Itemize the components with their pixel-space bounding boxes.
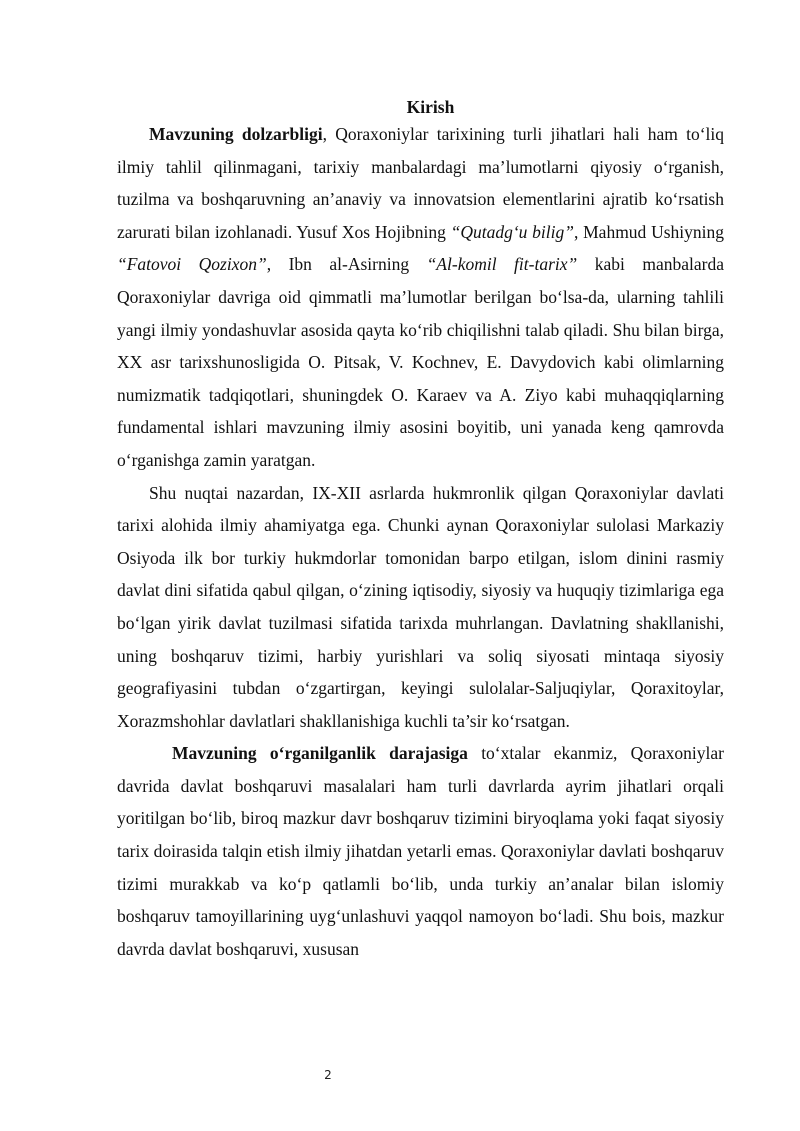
relevance-heading: Mavzuning dolzarbligi (149, 124, 323, 144)
source-title-al-komil: “Al-komil fit-tarix” (426, 254, 578, 275)
study-level-heading: Mavzuning o‘rganilganlik darajasiga (172, 743, 468, 764)
paragraph-text: kabi manbalarda Qoraxoniylar davriga oid qimmatli ma’lumotlar berilgan bo‘lsa-da, ularning tahlili yangi ilmiy yondashuvlar asosida qayta ko‘rib chiqilishni talab qiladi. Shu bilan birga, XX asr tarixshunosligida O. Pitsak, V. Kochnev, E. Davydovich kabi olimlarning numizmatik tadqiqotlari, shuningdek O. Karaev va A. Ziyo kabi muhaqqiqlarning fundamental ishlari mavzuning ilmiy asosini boyitib, uni yanada keng qamrovda o‘rganishga zamin yaratgan. (117, 254, 724, 470)
paragraph-text: , Qoraxoniylar tarixining turli jihatlari hali ham to‘liq ilmiy tahlil qilinmagani, tarixiy manbalardagi ma’lumotlarni qiyosiy o‘rganish, tuzilma va boshqaruvning an’anaviy va innovatsion elementlarini ajratib ko‘rsatish zarurati bilan izohlanadi. Yusuf Xos Hojibning (117, 124, 724, 242)
paragraph-text: , Mahmud Ushiyning (573, 221, 724, 242)
page-title: Kirish (406, 97, 455, 117)
paragraph-significance: Shu nuqtai nazardan, IX-XII asrlarda hukmronlik qilgan Qoraxoniylar davlati tarixi alohida ilmiy ahamiyatga ega. Chunki aynan Qoraxoniylar sulolasi Markaziy Osiyoda ilk bor turkiy hukmdorlar tomonidan barpo etilgan, islom dinini rasmiy davlat dini sifatida qabul qilgan, o‘zining iqtisodiy, siyosiy va huquqiy tizimlariga ega bo‘lgan yirik davlat tuzilmasi sifatida tarixda muhrlangan. Davlatning shakllanishi, uning boshqaruv tizimi, harbiy yurishlari va soliq siyosati mintaqa siyosiy geografiyasini tubdan o‘zgartirgan, keyingi sulolalar-Saljuqiylar, Qoraxitoylar, Xorazmshohlar davlatlari shakllanishiga kuchli ta’sir ko‘rsatgan. (117, 482, 724, 731)
source-title-fatovoi-qozixon: “Fatovoi Qozixon” (117, 254, 267, 275)
page-number: 2 (324, 1068, 332, 1082)
paragraph-text: to‘xtalar ekanmiz, Qoraxoniylar davrida davlat boshqaruvi masalalari ham turli davrlarda ayrim jihatlari orqali yoritilgan bo‘lib, biroq mazkur davr boshqaruv tizimini biryoqlama yoki faqat siyosiy tarix doirasida talqin etish ilmiy jihatdan yetarli emas. Qoraxoniylar davlati boshqaruv tizimi murakkab va ko‘p qatlamli bo‘lib, unda turkiy an’analar bilan islomiy boshqaruv tamoyillarining uyg‘unlashuvi yaqqol namoyon bo‘ladi. Shu bois, mazkur davrda davlat boshqaruvi, xususan (117, 743, 724, 959)
paragraph-study-level (117, 737, 724, 965)
paragraph-text: , Ibn al-Asirning (266, 254, 427, 275)
source-title-qutadgu-bilig: “Qutadg‘u bilig” (450, 221, 574, 242)
paragraph-relevance (117, 118, 724, 477)
document-page (117, 96, 724, 965)
